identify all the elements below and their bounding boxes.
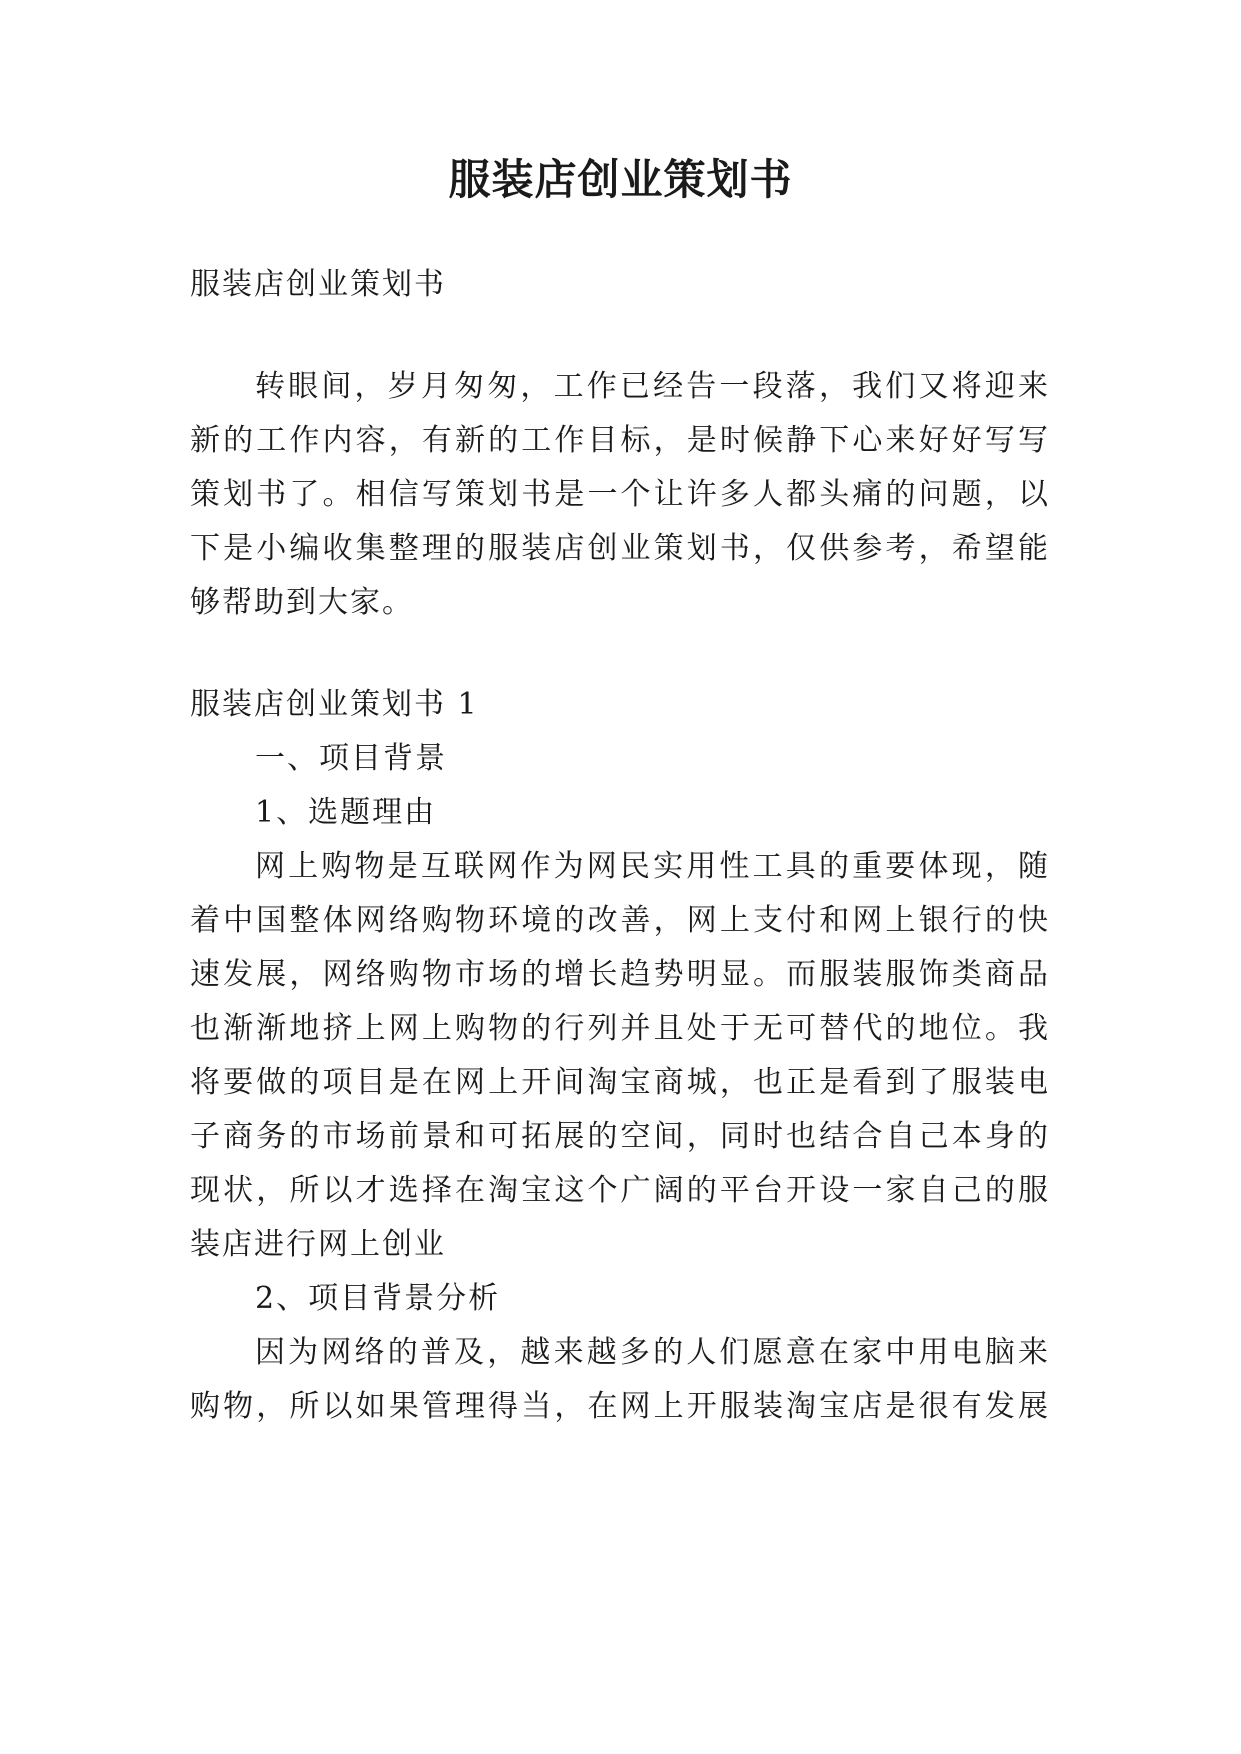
- intro-line: 策划书了。相信写策划书是一个让许多人都头痛的问题，以: [190, 477, 1050, 512]
- reason-line: 速发展，网络购物市场的增长趋势明显。而服装服饰类商品: [190, 957, 1050, 992]
- intro-line: 转眼间，岁月匆匆，工作已经告一段落，我们又将迎来: [255, 369, 1050, 404]
- heading-background-analysis: 2、项目背景分析: [255, 1281, 501, 1316]
- reason-line: 也渐渐地挤上网上购物的行列并且处于无可替代的地位。我: [190, 1011, 1050, 1046]
- intro-line: 下是小编收集整理的服装店创业策划书，仅供参考，希望能: [190, 531, 1050, 566]
- document-title: 服装店创业策划书: [448, 155, 793, 204]
- reason-line: 着中国整体网络购物环境的改善，网上支付和网上银行的快: [190, 903, 1050, 938]
- reason-line: 网上购物是互联网作为网民实用性工具的重要体现，随: [255, 849, 1050, 884]
- analysis-line: 购物，所以如果管理得当，在网上开服装淘宝店是很有发展: [190, 1389, 1050, 1424]
- heading-project-background: 一、项目背景: [255, 741, 447, 776]
- heading-topic-reason: 1、选题理由: [255, 795, 437, 830]
- reason-line: 将要做的项目是在网上开间淘宝商城，也正是看到了服装电: [190, 1065, 1050, 1100]
- analysis-line: 因为网络的普及，越来越多的人们愿意在家中用电脑来: [255, 1335, 1050, 1370]
- intro-line: 新的工作内容，有新的工作目标，是时候静下心来好好写写: [190, 423, 1050, 458]
- reason-line: 现状，所以才选择在淘宝这个广阔的平台开设一家自己的服: [190, 1173, 1050, 1208]
- section-title: 服装店创业策划书 1: [190, 687, 479, 722]
- document-subtitle: 服装店创业策划书: [190, 267, 446, 302]
- intro-line: 够帮助到大家。: [190, 585, 414, 620]
- reason-line: 子商务的市场前景和可拓展的空间，同时也结合自己本身的: [190, 1119, 1050, 1154]
- reason-line: 装店进行网上创业: [190, 1227, 446, 1262]
